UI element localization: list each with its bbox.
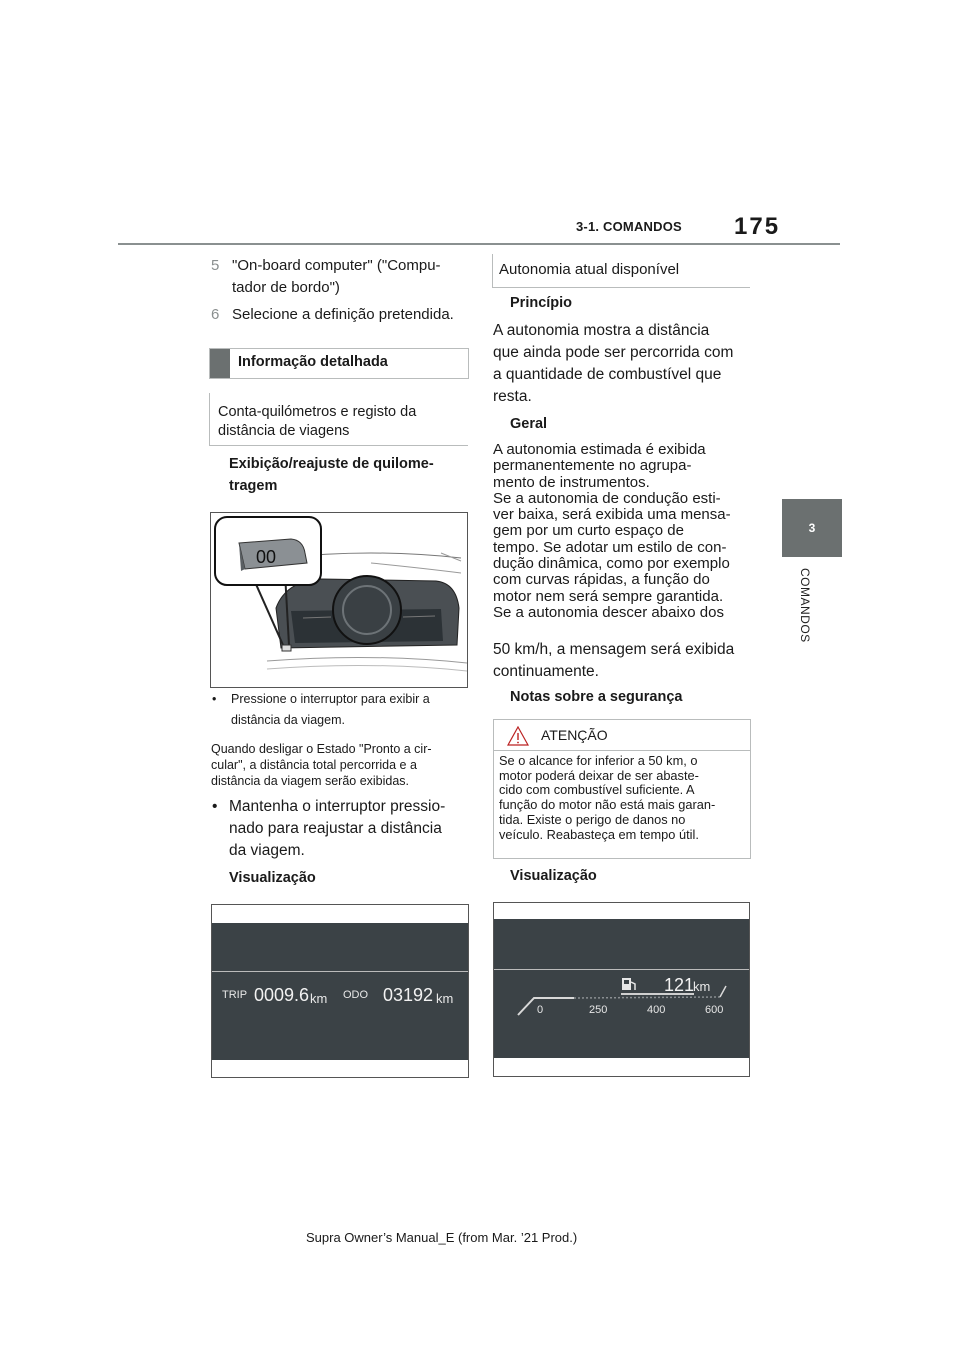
paragraph-line: Quando desligar o Estado "Pronto a cir- xyxy=(211,742,432,756)
paragraph-line: Se a autonomia de condução esti- xyxy=(493,489,721,507)
scale-tick-600: 600 xyxy=(705,1004,724,1016)
display-band-top xyxy=(212,923,468,971)
paragraph-line: continuamente. xyxy=(493,663,599,680)
page-number: 175 xyxy=(734,213,781,240)
info-box-bar xyxy=(210,349,230,378)
warning-line: função do motor não está mais garan- xyxy=(499,797,716,813)
display-band-top xyxy=(494,919,749,969)
subsection-title xyxy=(218,403,458,441)
trip-label: TRIP xyxy=(222,989,248,1001)
chapter-side-label-text: COMANDOS xyxy=(798,568,812,643)
paragraph-geral-end xyxy=(493,639,755,683)
warning-text xyxy=(499,754,747,842)
paragraph-line: permanentemente no agrupa- xyxy=(493,457,692,475)
warning-box xyxy=(493,719,751,859)
paragraph-line: Se a autonomia descer abaixo dos xyxy=(493,603,724,621)
heading-visualizacao-left: Visualização xyxy=(229,870,316,886)
paragraph-line: motor nem será sempre garantida. xyxy=(493,587,724,605)
chapter-tab xyxy=(782,499,842,557)
warning-triangle-icon xyxy=(507,726,529,746)
paragraph-line: 50 km/h, a mensagem será exibida xyxy=(493,641,735,658)
paragraph-line: gem por um curto espaço de xyxy=(493,522,684,540)
chapter-side-label xyxy=(798,568,818,668)
cluster-illustration xyxy=(210,512,468,688)
step-text: Selecione a definição pretendida. xyxy=(232,306,454,323)
range-display-panel xyxy=(493,902,750,1077)
heading-geral: Geral xyxy=(510,416,548,432)
warning-line: tida. Existe o perigo de danos no xyxy=(499,811,686,827)
subsection-title-line: Conta-quilómetros e registo da xyxy=(218,404,417,420)
info-box-title: Informação detalhada xyxy=(238,354,388,370)
odometer-button-label: 00 xyxy=(256,547,277,567)
warning-line: Se o alcance for inferior a 50 km, o xyxy=(499,753,698,768)
warning-line: motor poderá deixar de ser abaste- xyxy=(499,767,699,783)
heading-line: tragem xyxy=(229,478,278,494)
paragraph-line: mento de instrumentos. xyxy=(493,473,650,491)
heading-line: Exibição/reajuste de quilome- xyxy=(229,456,434,472)
paragraph-line: A autonomia mostra a distância xyxy=(493,322,710,339)
step-text: "On-board computer" ("Compu- xyxy=(232,257,441,274)
step-number: 6 xyxy=(211,306,220,323)
trip-display-panel xyxy=(211,904,469,1078)
subsection-box xyxy=(209,393,468,446)
cluster-drawing xyxy=(211,513,467,687)
info-box xyxy=(209,348,469,379)
range-value: 121 xyxy=(664,975,695,995)
warning-line: veículo. Reabasteça em tempo útil. xyxy=(499,826,699,842)
warning-line: cido com combustível suficiente. A xyxy=(499,782,695,798)
heading-visualizacao-right: Visualização xyxy=(510,868,597,884)
trip-value: 0009.6 xyxy=(254,985,310,1005)
paragraph-line: tempo. Se adotar um estilo de con- xyxy=(493,538,727,556)
step-5 xyxy=(211,255,471,299)
heading-notas: Notas sobre a segurança xyxy=(510,689,683,705)
paragraph-line: a quantidade de combustível que xyxy=(493,366,722,383)
paragraph-line: que ainda pode ser percorrida com xyxy=(493,344,734,361)
heading-principio: Princípio xyxy=(510,295,573,311)
paragraph-line: com curvas rápidas, a função do xyxy=(493,571,710,589)
warning-header xyxy=(494,720,750,751)
range-section-box xyxy=(492,254,750,288)
bullet-dot: • xyxy=(212,692,217,706)
step-number: 5 xyxy=(211,257,220,274)
footer-text: Supra Owner’s Manual_E (from Mar. ’21 Prod.) xyxy=(306,1230,578,1245)
bullet-text: Pressione o interruptor para exibir a xyxy=(231,692,430,706)
paragraph-ready-state xyxy=(211,741,473,789)
warning-title: ATENÇÃO xyxy=(541,727,608,743)
bullet-text: distância da viagem. xyxy=(231,713,345,727)
trip-unit: km xyxy=(310,991,328,1006)
scale-tick-250: 250 xyxy=(589,1004,608,1016)
paragraph-line: resta. xyxy=(493,388,532,405)
bullet-text: da viagem. xyxy=(229,842,305,859)
bullet-dot: • xyxy=(212,798,218,815)
odo-value: 03192 xyxy=(383,985,434,1005)
paragraph-line: A autonomia estimada é exibida xyxy=(493,441,706,458)
subsection-title-line: distância de viagens xyxy=(218,423,350,439)
scale-tick-0: 0 xyxy=(537,1004,544,1016)
bullet-text: nado para reajustar a distância xyxy=(229,820,442,837)
paragraph-geral xyxy=(493,442,755,621)
chapter-number: 3 xyxy=(808,521,816,535)
paragraph-line: ver baixa, será exibida uma mensa- xyxy=(493,506,731,524)
scale-tick-400: 400 xyxy=(647,1004,666,1016)
paragraph-line: cular", a distância total percorrida e a xyxy=(211,758,417,772)
step-6 xyxy=(211,304,471,326)
section-title: 3-1. COMANDOS xyxy=(576,219,682,234)
bullet-text: Mantenha o interruptor pressio- xyxy=(229,798,446,815)
odo-unit: km xyxy=(436,991,454,1006)
step-text: tador de bordo") xyxy=(232,279,340,296)
paragraph-principio xyxy=(493,320,753,408)
range-unit: km xyxy=(693,979,711,994)
header-rule xyxy=(118,243,840,245)
range-section-title: Autonomia atual disponível xyxy=(499,261,680,278)
paragraph-line: distância da viagem serão exibidas. xyxy=(211,774,410,788)
paragraph-line: dução dinâmica, como por exemplo xyxy=(493,555,730,573)
heading-odometer xyxy=(229,453,434,497)
odo-label: ODO xyxy=(343,989,369,1001)
